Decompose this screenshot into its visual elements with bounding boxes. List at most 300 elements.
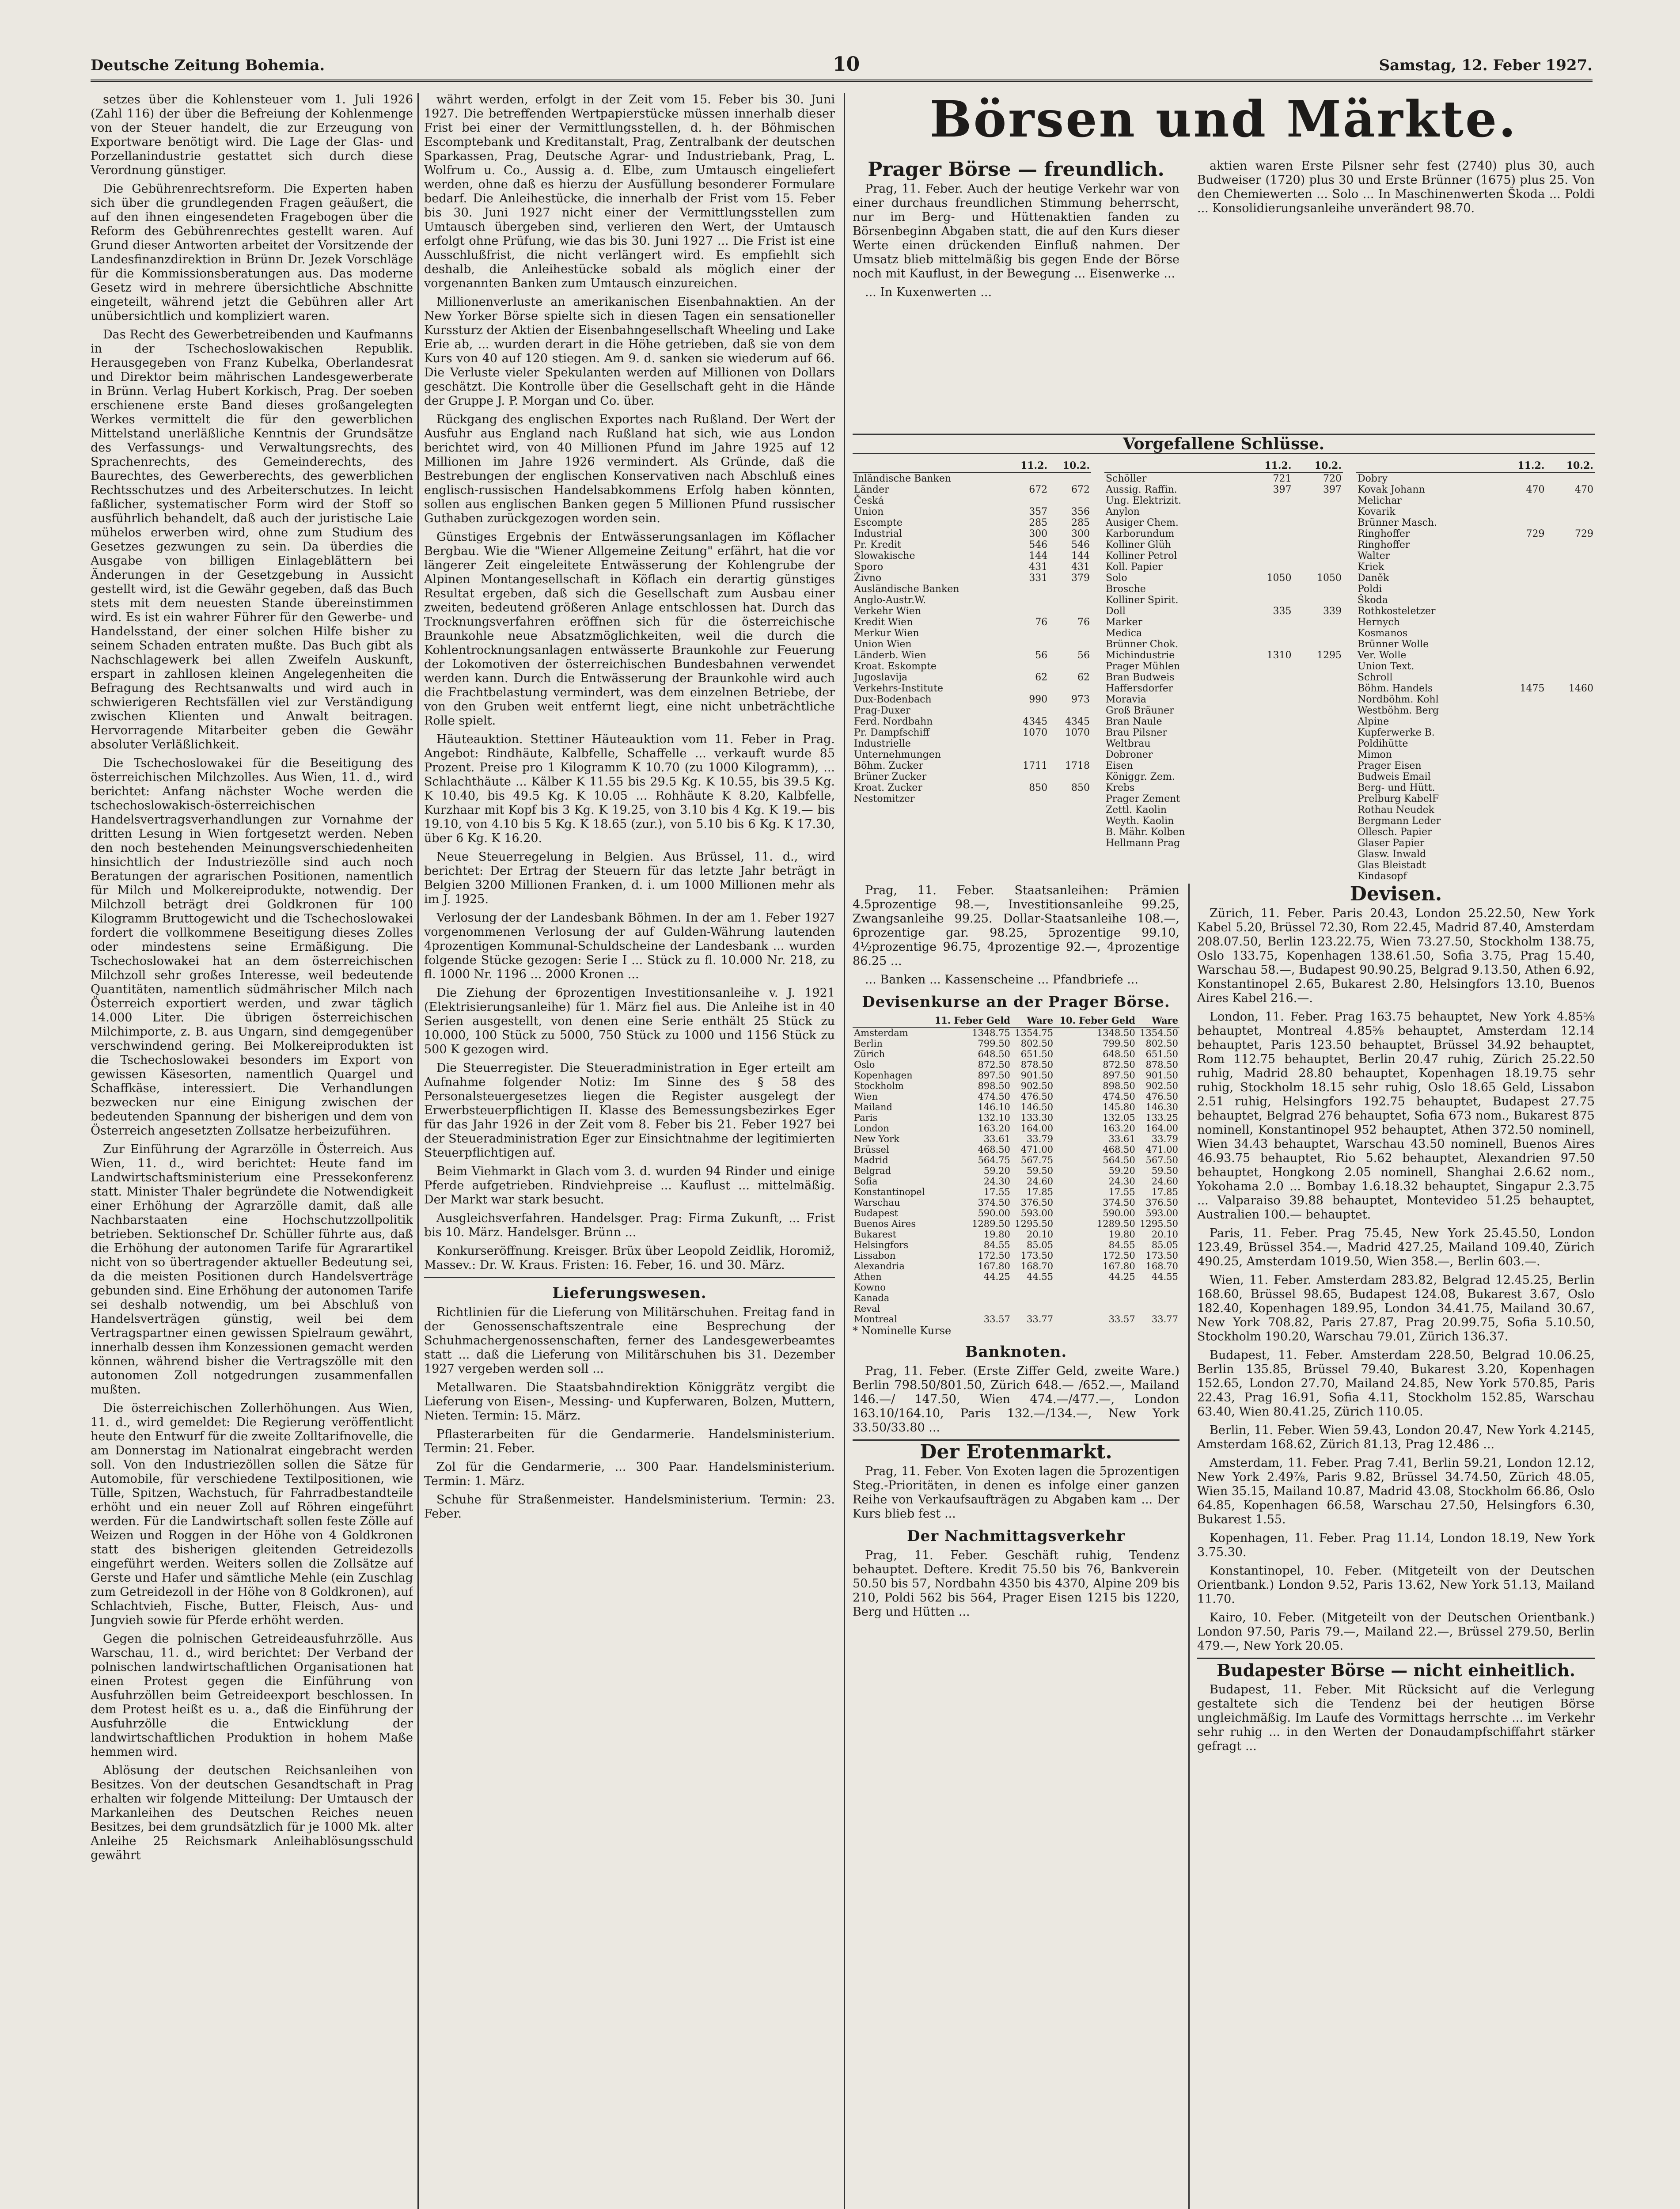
table-cell: 59.50 (1026, 1165, 1054, 1176)
table-cell: 133.30 (1020, 1112, 1054, 1123)
table-cell: 1295.50 (1015, 1218, 1054, 1229)
table-cell: 1348.50 (1096, 1028, 1135, 1038)
table-cell: Dobroner (1106, 749, 1153, 760)
page-number: 10 (833, 53, 860, 76)
article-paragraph: Prag, 11. Feber. Auch der heutige Verkehr war von einer durchaus freundlichen Stimmung beherrscht, nur im Berg- und Hüttenaktien fanden zu Börsenbeginn Abgaben statt, die auf den Kurs dieser Werte einen drückenden Einfluß nahmen. Der Umsatz blieb mittelmäßig bis gegen Ende der Börse noch mit Kauflust, in der Bewegung ... Eisenwerke ... (853, 182, 1179, 281)
article-paragraph: Beim Viehmarkt in Glach vom 3. d. wurden 94 Rinder und einige Pferde aufgetrieben. Rindviehpreise ... Kauflust ... mittelmäßig. Der Markt war stark besucht. (424, 1165, 835, 1207)
table-cell (1546, 562, 1595, 573)
table-cell (1293, 495, 1343, 506)
table-cell: Stockholm (854, 1081, 904, 1091)
table-cell: 802.50 (1020, 1038, 1054, 1049)
article-paragraph: Paris, 11. Feber. Prag 75.45, New York 25.45.50, London 123.49, Brüssel 354.—, Madrid 427.25, Mailand 109.40, Zürich 490.25, Amsterdam 1019.50, Wien 358.—, Berlin 603.—. (1197, 1226, 1595, 1268)
table-cell: 802.50 (1145, 1038, 1178, 1049)
table-cell: Koll. Papier (1106, 562, 1163, 573)
table-row (853, 1112, 1179, 1123)
table-cell: Montreal (854, 1314, 897, 1325)
table-cell: 85.05 (1151, 1240, 1178, 1250)
table-cell (1293, 816, 1343, 827)
table-cell: 648.50 (1103, 1049, 1135, 1059)
table-cell (1049, 661, 1091, 672)
table-cell: Michindustrie (1106, 650, 1175, 661)
table-cell: 33.57 (983, 1314, 1010, 1325)
table-cell (1497, 860, 1546, 871)
article-paragraph: Konstantinopel, 10. Feber. (Mitgeteilt von der Deutschen Orientbank.) London 9.52, Paris 13.62, New York 51.13, Mailand 11.70. (1197, 1564, 1595, 1606)
table-cell (1546, 749, 1595, 760)
table-cell (1293, 782, 1343, 793)
table-cell (1497, 871, 1546, 882)
section-heading-nachmittag: Der Nachmittagsverkehr (907, 1527, 1125, 1545)
table-cell: 898.50 (978, 1081, 1010, 1091)
table-cell (1497, 727, 1546, 738)
table-cell: 4345 (1065, 716, 1090, 727)
table-cell (1049, 606, 1091, 617)
table-cell (1497, 705, 1546, 716)
table-cell: Kovak Johann (1358, 484, 1425, 495)
table-row (853, 760, 1091, 771)
table-cell: 168.70 (1145, 1261, 1178, 1272)
table-row (1104, 573, 1343, 584)
table-cell (1497, 584, 1546, 595)
column-header: Ware (1012, 1014, 1054, 1027)
table-row (853, 1027, 1179, 1038)
column-header: 11.2. (1497, 459, 1546, 473)
table-cell: 476.50 (1020, 1091, 1054, 1102)
table-row (1104, 793, 1343, 805)
article-paragraph: London, 11. Feber. Prag 163.75 behauptet, New York 4.85⅝ behauptet, Montreal 4.85⅝ behauptet, Amsterdam 12.14 behauptet, Paris 123.50 behauptet, Brüssel 34.92 behauptet, Rom 112.75 behauptet, Berlin 20.47 ruhig, Zürich 25.22.50 ruhig, Madrid 28.80 behauptet, Kopenhagen 18.19.75 sehr ruhig, Stockholm 18.15 sehr ruhig, Oslo 18.65 Geld, Lissabon 2.51 ruhig, Helsingfors 192.75 behauptet, Budapest 27.75 behauptet, Belgrad 276 behauptet, Sofia 673 nom., Bukarest 875 nominell, Konstantinopel 952 behauptet, Athen 372.50 nominell, Wien 34.43 behauptet, Warschau 43.50 nominell, Buenos Aires 46.93.75 behauptet, Rio 5.62 behauptet, Alexandrien 97.50 behauptet, Hongkong 2.05 nominell, Shanghai 2.6.62 nom., Yokohama 2.0 ... Bombay 1.6.18.32 behauptet, Singapur 2.3.75 ... Valparaiso 39.88 behauptet, Montevideo 51.25 behauptet, Australien 100.— behauptet. (1197, 1010, 1595, 1222)
table-cell (1497, 539, 1546, 550)
table-row (1104, 550, 1343, 562)
table-cell (1006, 473, 1049, 484)
table-cell (1243, 595, 1293, 606)
table-cell (1497, 749, 1546, 760)
table-cell (1049, 473, 1091, 484)
table-cell (1006, 595, 1049, 606)
table-cell: 567.50 (1145, 1155, 1178, 1165)
table-row (853, 1197, 1179, 1208)
table-row (1104, 628, 1343, 639)
table-cell (1546, 517, 1595, 528)
table-cell: Konstantinopel (854, 1187, 925, 1197)
table-cell (1293, 550, 1343, 562)
article-paragraph: Richtlinien für die Lieferung von Militärschuhen. Freitag fand in der Genossenschaftszentrale eine Besprechung der Schuhmachergenossenschaften, ferner des Landesgewerbeamtes statt ... daß die Lieferung von Militärschuhen bis 31. Dezember 1927 vergeben werden soll ... (424, 1306, 835, 1376)
table-cell: 24.60 (1151, 1176, 1178, 1187)
table-cell (1293, 705, 1343, 716)
table-row (853, 694, 1091, 705)
masthead (91, 53, 1593, 82)
table-cell (1497, 760, 1546, 771)
table-row (1356, 661, 1595, 672)
table-cell: Kanada (854, 1293, 890, 1303)
table-cell: 17.55 (1108, 1187, 1135, 1197)
section-heading-prager-boerse: Prager Börse — freundlich. (868, 159, 1164, 181)
table-cell: 76 (1035, 617, 1048, 628)
table-row (1356, 716, 1595, 727)
table-cell: 1718 (1065, 760, 1090, 771)
table-cell: Glaser Papier (1358, 838, 1425, 849)
table-cell (1546, 705, 1595, 716)
table-cell: Ausiger Chem. (1106, 517, 1179, 528)
column-header: 10.2. (1293, 459, 1343, 473)
table-cell: Nestomitzer (854, 793, 915, 805)
table-row (1356, 760, 1595, 771)
table-cell: Groß Bräuner (1106, 705, 1174, 716)
table-cell: Kredit Wien (854, 617, 913, 628)
table-row (853, 1144, 1179, 1155)
table-cell (1006, 661, 1049, 672)
table-row (1356, 805, 1595, 816)
table-cell (1293, 738, 1343, 749)
table-row (853, 1059, 1179, 1070)
table-cell (1497, 782, 1546, 793)
table-row (1356, 860, 1595, 871)
table-cell (1497, 849, 1546, 860)
table-row (853, 562, 1091, 573)
table-cell: 24.30 (983, 1176, 1010, 1187)
section-heading-budapester-boerse: Budapester Börse — nicht einheitlich. (1216, 1660, 1576, 1680)
table-cell: 133.25 (1145, 1112, 1178, 1123)
table-cell (1546, 782, 1595, 793)
table-cell: Česká (854, 495, 884, 506)
table-row (1104, 716, 1343, 727)
table-cell: Anylon (1106, 506, 1140, 517)
table-cell (1546, 550, 1595, 562)
article-paragraph: Die österreichischen Zollerhöhungen. Aus Wien, 11. d., wird gemeldet: Die Regierung veröffentlicht heute den Entwurf für die zweite Zolltarifnovelle, die am Donnerstag im Nationalrat eingebracht werden soll. Von den Industriezöllen sollen die Sätze für Automobile, für verschiedene Textilpositionen, wie Tülle, Spitzen, Wachstuch, für Fahrradbestandteile erhöht und ein neuer Zoll auf Röhren eingeführt werden. Für die Landwirtschaft sollen feste Zölle auf Weizen und Roggen in der Höhe von 4 Goldkronen statt des bisherigen gleitenden Getreidezolls eingeführt werden. Weiters sollen die Zollsätze auf Gerste und Hafer und sämtliche Mehle (ein Zuschlag zum Getreidezoll in der Höhe von 8 Goldkronen), auf Schlachtvieh, Fische, Butter, Fleisch, Aus- und Jungvieh sowie für Pferde erhöht werden. (91, 1401, 413, 1627)
article-paragraph: Schuhe für Straßenmeister. Handelsministerium. Termin: 23. Feber. (424, 1493, 835, 1521)
table-row (1104, 816, 1343, 827)
table-row (1356, 517, 1595, 528)
column-1 (91, 93, 413, 2209)
table-cell: 300 (1071, 528, 1090, 539)
table-row (853, 661, 1091, 672)
table-cell: 590.00 (1103, 1208, 1135, 1218)
table-cell: 379 (1071, 573, 1090, 584)
article-paragraph: Pflasterarbeiten für die Gendarmerie. Handelsministerium. Termin: 21. Feber. (424, 1427, 835, 1455)
table-cell (1054, 1303, 1137, 1314)
table-cell: 132.05 (1103, 1112, 1135, 1123)
table-cell: 33.61 (1108, 1134, 1135, 1144)
table-cell (1497, 838, 1546, 849)
table-cell: 17.85 (1151, 1187, 1178, 1197)
table-cell: 56 (1077, 650, 1090, 661)
table-cell (1293, 694, 1343, 705)
table-cell (1137, 1303, 1179, 1314)
table-cell: 898.50 (1103, 1081, 1135, 1091)
table-cell: Verkehrs-Institute (854, 683, 944, 694)
table-row (853, 1208, 1179, 1218)
footnote: * Nominelle Kurse (853, 1325, 952, 1337)
table-cell: 721 (1273, 473, 1292, 484)
table-cell: 590.00 (978, 1208, 1010, 1218)
table-row (1104, 517, 1343, 528)
table-cell (1497, 738, 1546, 749)
table-row (853, 1102, 1179, 1112)
table-cell (1293, 749, 1343, 760)
table-cell (1546, 595, 1595, 606)
table-row (1356, 639, 1595, 650)
table-cell: Oslo (854, 1059, 875, 1070)
table-cell: 144 (1071, 550, 1090, 562)
table-row (853, 738, 1091, 749)
table-cell (1293, 683, 1343, 694)
table-row (1356, 628, 1595, 639)
table-cell: B. Mähr. Kolben (1106, 827, 1185, 838)
table-cell: 1289.50 (972, 1218, 1010, 1229)
table-row (1104, 827, 1343, 838)
table-row (1356, 749, 1595, 760)
table-row (1104, 639, 1343, 650)
table-cell: Medica (1106, 628, 1142, 639)
table-cell: 397 (1273, 484, 1292, 495)
table-cell (929, 1282, 1012, 1293)
table-row (1356, 771, 1595, 782)
table-row (1356, 595, 1595, 606)
table-cell: Poldi (1358, 584, 1382, 595)
table-cell (1049, 628, 1091, 639)
table-cell (1497, 606, 1546, 617)
table-cell: 44.25 (1108, 1272, 1135, 1282)
column-4-lower (1197, 884, 1595, 2209)
table-row (853, 473, 1091, 484)
table-cell: Kolliner Glüh (1106, 539, 1171, 550)
column-header: 10. Feber Geld (1054, 1014, 1137, 1027)
article-paragraph: Prag, 11. Feber. (Erste Ziffer Geld, zweite Ware.) Berlin 798.50/801.50, Zürich 648.— /652.—, Mailand 146.—/ 147.50, Wien 474.—/477.—, London 163.10/164.10, Paris 132.—/134.—, New York 33.50/33.80 ... (853, 1364, 1179, 1435)
table-cell (1293, 617, 1343, 628)
table-cell (1243, 550, 1293, 562)
table-cell: Athen (854, 1272, 882, 1282)
table-cell: 546 (1029, 539, 1048, 550)
table-cell (1243, 628, 1293, 639)
article-paragraph: Die Steuerregister. Die Steueradministration in Eger erteilt am Aufnahme folgender Notiz: Im Sinne des § 58 des Personalsteuergesetzes liegen die Register ausgelegt der Erwerbsteuerpflichtigen II. Klasse des Bemessungsbezirkes Eger für das Jahr 1926 in der Zeit vom 8. Feber bis 21. Feber 1927 bei der Steueradministration Eger zur Einsichtnahme der legitimierten Steuerpflichtigen auf. (424, 1061, 835, 1160)
table-cell (1243, 805, 1293, 816)
table-cell (1546, 760, 1595, 771)
table-row (1104, 672, 1343, 683)
table-cell: 1354.75 (1015, 1028, 1054, 1038)
table-cell (1546, 716, 1595, 727)
table-cell: 331 (1029, 573, 1048, 584)
table-cell (1243, 838, 1293, 849)
column-header (1104, 459, 1243, 473)
table-cell: 648.50 (978, 1049, 1010, 1059)
table-cell: 651.50 (1145, 1049, 1178, 1059)
table-row (1104, 683, 1343, 694)
section-heading-lieferungswesen: Lieferungswesen. (552, 1284, 707, 1302)
table-row (853, 1272, 1179, 1282)
table-cell (1006, 584, 1049, 595)
table-cell (1497, 473, 1546, 484)
table-cell: 546 (1071, 539, 1090, 550)
table-cell (1293, 595, 1343, 606)
table-cell: Kolliner Spirit. (1106, 595, 1179, 606)
table-cell: Westböhm. Berg (1358, 705, 1439, 716)
table-cell: 720 (1323, 473, 1342, 484)
section-heading-banknoten: Banknoten. (965, 1343, 1067, 1361)
article-paragraph: Wien, 11. Feber. Amsterdam 283.82, Belgrad 12.45.25, Berlin 168.60, Brüssel 98.65, Budapest 124.08, Bukarest 3.67, Oslo 182.40, Kopenhagen 189.95, London 34.41.75, Mailand 30.67, New York 708.82, Paris 27.87, Prag 20.99.75, Sofia 5.10.50, Stockholm 190.20, Warschau 79.01, Zürich 136.37. (1197, 1273, 1595, 1344)
column-header (1356, 459, 1497, 473)
table-cell: Belgrad (854, 1165, 891, 1176)
table-cell: 1295 (1317, 650, 1342, 661)
table-row (853, 573, 1091, 584)
table-cell: 44.55 (1026, 1272, 1054, 1282)
table-cell (1049, 639, 1091, 650)
table-cell: 163.20 (978, 1123, 1010, 1134)
section-heading-erotenmarkt: Der Erotenmarkt. (920, 1441, 1112, 1463)
table-cell: Prag-Duxer (854, 705, 910, 716)
table-cell (1293, 672, 1343, 683)
table-cell: 564.75 (978, 1155, 1010, 1165)
table-cell (1049, 738, 1091, 749)
table-cell: 44.25 (983, 1272, 1010, 1282)
table-cell (1049, 683, 1091, 694)
table-cell: 62 (1035, 672, 1048, 683)
table-cell: 20.10 (1151, 1229, 1178, 1240)
table-cell (1137, 1293, 1179, 1303)
table-cell (1006, 749, 1049, 760)
table-cell: Länder (854, 484, 889, 495)
table-cell: 59.50 (1151, 1165, 1178, 1176)
table-cell: Madrid (854, 1155, 888, 1165)
table-cell: 164.00 (1020, 1123, 1054, 1134)
table-cell (1546, 661, 1595, 672)
table-row (853, 705, 1091, 716)
table-row (1104, 838, 1343, 849)
table-cell: Sporo (854, 562, 884, 573)
table-cell (1243, 771, 1293, 782)
table-cell: 356 (1071, 506, 1090, 517)
table-cell: 19.80 (1108, 1229, 1135, 1240)
table-row (853, 584, 1091, 595)
article-paragraph: Rückgang des englischen Exportes nach Rußland. Der Wert der Ausfuhr aus England nach Rußland hat sich, wie aus London berichtet wird, von 40 Millionen Pfund im Jahre 1925 auf 12 Millionen im Jahre 1926 vermindert. Als Gründe, daß die Bestrebungen der englischen Konservativen nach Abschluß eines englisch-russischen Handelsabkommens Erfolg haben könnten, sollen aus englischen Banken gegen 5 Millionen Pfund russischer Guthaben zurückgezogen worden sein. (424, 413, 835, 525)
table-cell (1546, 573, 1595, 584)
table-row (853, 716, 1091, 727)
table-cell (1497, 827, 1546, 838)
table-row (853, 793, 1091, 805)
table-cell (1243, 716, 1293, 727)
column-rule (1188, 884, 1190, 2209)
table-cell: Kindasopf (1358, 871, 1407, 882)
article-paragraph: Kopenhagen, 11. Feber. Prag 11.14, London 18.19, New York 3.75.30. (1197, 1531, 1595, 1559)
table-cell: Weltbrau (1106, 738, 1151, 749)
table-cell: 167.80 (978, 1261, 1010, 1272)
column-header: Ware (1137, 1014, 1179, 1027)
table-cell (1243, 584, 1293, 595)
table-cell: Prager Zement (1106, 793, 1180, 805)
table-cell (1546, 650, 1595, 661)
table-cell: 84.55 (983, 1240, 1010, 1250)
table-cell (1546, 849, 1595, 860)
table-cell: Amsterdam (854, 1028, 908, 1038)
table-row (853, 749, 1091, 760)
table-cell (1006, 495, 1049, 506)
table-cell: Ringhoffer (1358, 539, 1410, 550)
table-cell: 902.50 (1145, 1081, 1178, 1091)
table-row (1104, 584, 1343, 595)
table-row (853, 606, 1091, 617)
table-row (853, 771, 1091, 782)
table-cell (1006, 793, 1049, 805)
table-row (853, 484, 1091, 495)
prague-exchange-report (853, 159, 1179, 424)
table-cell (1049, 495, 1091, 506)
table-cell: Wien (854, 1091, 878, 1102)
table-cell: 167.80 (1103, 1261, 1135, 1272)
table-cell (1054, 1282, 1137, 1293)
table-row (853, 517, 1091, 528)
article-paragraph: Prag, 11. Feber. Von Exoten lagen die 5prozentigen Steg.-Prioritäten, in denen es infolge einer ganzen Reihe von Verkaufsaufträgen zu Abgaben kam ... Der Kurs blieb fest ... (853, 1465, 1179, 1521)
table-cell: Zürich (854, 1049, 885, 1059)
table-cell: 33.79 (1026, 1134, 1054, 1144)
table-cell (1546, 495, 1595, 506)
table-cell: 593.00 (1145, 1208, 1178, 1218)
table-cell (1546, 628, 1595, 639)
table-row (1104, 661, 1343, 672)
table-row (1104, 506, 1343, 517)
table-cell: 471.00 (1145, 1144, 1178, 1155)
table-row (1104, 595, 1343, 606)
table-row (1104, 495, 1343, 506)
table-cell: Alexandria (854, 1261, 905, 1272)
section-heading-devisen: Devisen. (1350, 884, 1442, 905)
table-row (1356, 849, 1595, 860)
table-row (853, 595, 1091, 606)
table-cell (1497, 639, 1546, 650)
article-paragraph: Zol für die Gendarmerie, ... 300 Paar. Handelsministerium. Termin: 1. März. (424, 1460, 835, 1488)
article-paragraph: Metallwaren. Die Staatsbahndirektion Königgrätz vergibt die Lieferung von Eisen-, Messing- und Kupferwaren, Bolzen, Muttern, Nieten. Termin: 15. März. (424, 1381, 835, 1423)
table-cell (1049, 595, 1091, 606)
table-cell (1293, 771, 1343, 782)
table-cell: Pr. Dampfschiff (854, 727, 930, 738)
table-cell (1243, 639, 1293, 650)
table-row (853, 1155, 1179, 1165)
article-paragraph: setzes über die Kohlensteuer vom 1. Juli 1926 (Zahl 116) der über die Befreiung der Kohlenmenge von der Steuer handelt, die zur Erzeugung von Exportware benötigt wird. Die Lage der Glas- und Porzellanindustrie gestattet sich durch diese Verordnung günstiger. (91, 93, 413, 177)
table-cell (1243, 749, 1293, 760)
table-cell: 33.77 (1151, 1314, 1178, 1325)
table-cell: 374.50 (978, 1197, 1010, 1208)
table-cell: Bran Budweis (1106, 672, 1175, 683)
table-cell: Union Wien (854, 639, 912, 650)
table-row (853, 539, 1091, 550)
table-cell: Kosmanos (1358, 628, 1408, 639)
table-row (1356, 816, 1595, 827)
table-header-row (853, 459, 1091, 473)
table-cell (1012, 1282, 1054, 1293)
table-cell (1293, 539, 1343, 550)
table-cell (1546, 838, 1595, 849)
column-header: 10.2. (1546, 459, 1595, 473)
table-cell: Slowakische (854, 550, 915, 562)
table-row (1104, 650, 1343, 661)
table-row (1356, 573, 1595, 584)
table-cell (1293, 827, 1343, 838)
table-cell (1546, 672, 1595, 683)
table-cell: Škoda (1358, 595, 1388, 606)
currency-table (853, 1014, 1179, 1325)
table-cell (1293, 793, 1343, 805)
article-paragraph: Die Ziehung der 6prozentigen Investitionsanleihe v. J. 1921 (Elektrisierungsanleihe) für 1. März fiel aus. Die Anleihe ist in 40 Serien ausgestellt, von denen eine Serie enthält 25 Stück zu 10.000, 100 Stück zu 5000, 750 Stück zu 1000 und 1156 Stück zu 500 K gezogen wird. (424, 986, 835, 1056)
table-cell (1497, 517, 1546, 528)
table-cell: 285 (1029, 517, 1048, 528)
table-cell (1049, 793, 1091, 805)
table-cell: 285 (1071, 517, 1090, 528)
table-cell: Rothau Neudek (1358, 805, 1434, 816)
table-cell (1049, 705, 1091, 716)
table-cell: Prelburg KabelF (1358, 793, 1439, 805)
table-cell (1243, 760, 1293, 771)
article-paragraph: Millionenverluste an amerikanischen Eisenbahnaktien. An der New Yorker Börse spielte sich in diesen Tagen ein sensationeller Kurssturz der Aktien der Eisenbahngesellschaft Wheeling und Lake Erie ab, ... wurden derart in die Höhe getrieben, daß sie von dem Kurs von 40 auf 120 stiegen. Am 9. d. sanken sie wiederum auf 66. Die Verluste vieler Spekulanten werden auf Millionen von Dollars geschätzt. Die Kontrolle über die Gesellschaft geht in die Hände der Gruppe J. P. Morgan und Co. über. (424, 295, 835, 408)
table-cell: 567.75 (1020, 1155, 1054, 1165)
table-cell (929, 1303, 1012, 1314)
table-cell: 1289.50 (1096, 1218, 1135, 1229)
table-cell (1243, 495, 1293, 506)
